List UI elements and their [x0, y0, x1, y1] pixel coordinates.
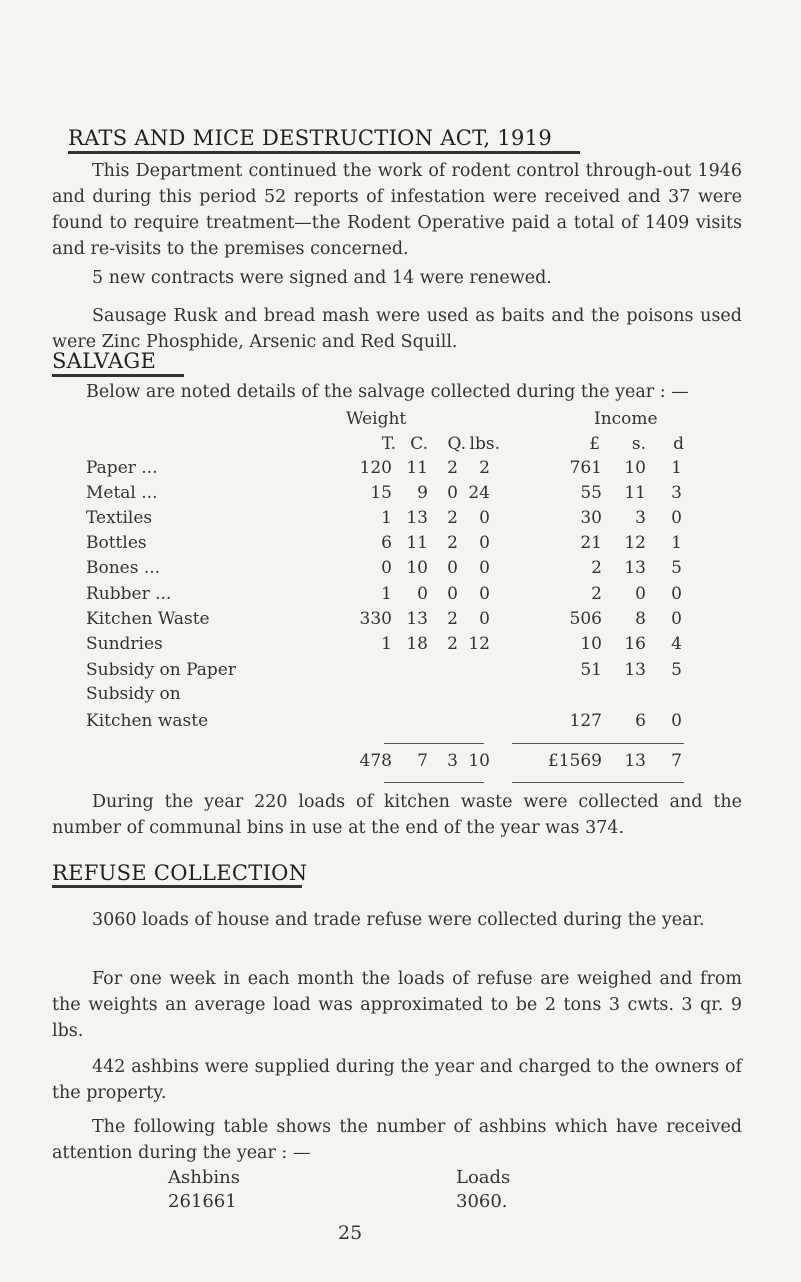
salvage-cell-s: 13	[624, 660, 646, 680]
title-underline	[68, 151, 580, 154]
loads-value: 3060.	[456, 1191, 508, 1212]
salvage-row-label: Sundries	[86, 634, 163, 654]
salvage-cell-q: 2	[447, 458, 458, 478]
salvage-cell-s: 6	[635, 711, 646, 731]
total-rule-bottom	[384, 782, 484, 783]
total-rule-top	[512, 743, 684, 744]
refuse-paragraph-3: 442 ashbins were supplied during the year and charged to the owners of the property.	[52, 1057, 742, 1103]
salvage-cell-pounds: 30	[580, 508, 602, 528]
salvage-row-label: Rubber ...	[86, 584, 172, 604]
salvage-cell-d: 1	[671, 533, 682, 553]
total-pence: 7	[671, 751, 682, 771]
salvage-row-label: Paper ...	[86, 458, 158, 478]
section-title-rats: RATS AND MICE DESTRUCTION ACT, 1919	[68, 126, 552, 150]
total-qr: 3	[447, 751, 458, 771]
salvage-cell-pounds: 10	[580, 634, 602, 654]
salvage-cell-s: 0	[635, 584, 646, 604]
salvage-cell-lbs: 0	[479, 609, 490, 629]
salvage-intro: Below are noted details of the salvage collected during the year : —	[86, 382, 689, 402]
total-shillings: 13	[624, 751, 646, 771]
loads-header: Loads	[456, 1167, 511, 1188]
salvage-cell-c: 10	[406, 558, 428, 578]
ashbins-header: Ashbins	[168, 1167, 240, 1188]
salvage-cell-d: 5	[671, 660, 682, 680]
salvage-cell-lbs: 2	[479, 458, 490, 478]
salvage-cell-s: 8	[635, 609, 646, 629]
salvage-cell-pounds: 55	[580, 483, 602, 503]
salvage-cell-pounds: 51	[580, 660, 602, 680]
salvage-cell-t: 1	[381, 508, 392, 528]
rats-paragraph-2: 5 new contracts were signed and 14 were renewed.	[92, 268, 552, 288]
total-cwt: 7	[417, 751, 428, 771]
salvage-cell-d: 0	[671, 711, 682, 731]
salvage-cell-pounds: 2	[591, 558, 602, 578]
col-header-pence: d	[673, 434, 684, 454]
salvage-cell-t: 1	[381, 634, 392, 654]
total-tons: 478	[359, 751, 392, 771]
salvage-row-label: Kitchen waste	[86, 711, 209, 731]
refuse-paragraph-1: 3060 loads of house and trade refuse were collected during the year.	[92, 910, 705, 930]
salvage-cell-t: 120	[359, 458, 392, 478]
salvage-cell-lbs: 0	[479, 558, 490, 578]
salvage-cell-t: 1	[381, 584, 392, 604]
total-lbs: 10	[468, 751, 490, 771]
salvage-cell-pounds: 127	[569, 711, 602, 731]
salvage-cell-lbs: 0	[479, 584, 490, 604]
weight-group-header: Weight	[346, 409, 407, 429]
page-number: 25	[338, 1222, 363, 1244]
salvage-cell-pounds: 506	[569, 609, 602, 629]
salvage-cell-d: 0	[671, 584, 682, 604]
total-rule-bottom	[512, 782, 684, 783]
salvage-row-label: Bottles	[86, 533, 147, 553]
ashbins-value: 261661	[168, 1191, 237, 1212]
salvage-cell-q: 2	[447, 634, 458, 654]
salvage-cell-d: 0	[671, 508, 682, 528]
salvage-cell-t: 0	[381, 558, 392, 578]
salvage-row-label: Textiles	[86, 508, 153, 528]
income-group-header: Income	[594, 409, 658, 429]
col-header-pounds: £	[589, 434, 600, 454]
salvage-after: During the year 220 loads of kitchen waste were collected and the number of communal bins in use at the end of the year was 374.	[52, 792, 742, 838]
salvage-cell-c: 13	[406, 609, 428, 629]
salvage-row-label: Kitchen Waste	[86, 609, 210, 629]
salvage-cell-q: 0	[447, 584, 458, 604]
col-header-tons: T.	[381, 434, 396, 454]
salvage-cell-c: 11	[406, 458, 428, 478]
salvage-cell-d: 0	[671, 609, 682, 629]
refuse-paragraph-2: For one week in each month the loads of refuse are weighed and from the weights an average load was approximated to be 2 tons 3 cwts. 3 qr. 9 lbs.	[52, 969, 742, 1041]
salvage-row-label: Metal ...	[86, 483, 158, 503]
salvage-cell-s: 11	[624, 483, 646, 503]
salvage-cell-t: 15	[370, 483, 392, 503]
salvage-cell-q: 0	[447, 558, 458, 578]
salvage-cell-lbs: 24	[468, 483, 490, 503]
section-title-refuse: REFUSE COLLECTION	[52, 861, 308, 885]
salvage-row-label: Subsidy on	[86, 684, 181, 704]
salvage-cell-q: 2	[447, 533, 458, 553]
total-pounds: £1569	[547, 751, 602, 771]
col-header-qr: Q.	[447, 434, 466, 454]
salvage-cell-c: 9	[417, 483, 428, 503]
col-header-cwt: C.	[410, 434, 428, 454]
salvage-cell-d: 4	[671, 634, 682, 654]
col-header-shillings: s.	[631, 434, 646, 454]
salvage-cell-s: 10	[624, 458, 646, 478]
salvage-row-label: Bones ...	[86, 558, 161, 578]
salvage-cell-c: 11	[406, 533, 428, 553]
salvage-cell-s: 13	[624, 558, 646, 578]
section-title-salvage: SALVAGE	[52, 349, 157, 373]
salvage-cell-d: 3	[671, 483, 682, 503]
salvage-cell-d: 1	[671, 458, 682, 478]
title-underline	[52, 374, 184, 377]
col-header-lbs: lbs.	[469, 434, 500, 454]
salvage-cell-d: 5	[671, 558, 682, 578]
salvage-row-label: Subsidy on Paper	[86, 660, 236, 680]
salvage-cell-q: 0	[447, 483, 458, 503]
total-rule-top	[384, 743, 484, 744]
salvage-cell-c: 18	[406, 634, 428, 654]
salvage-cell-s: 3	[635, 508, 646, 528]
rats-paragraph-3: Sausage Rusk and bread mash were used as baits and the poisons used were Zinc Phosphide, Arsenic and Red Squill.	[52, 306, 742, 352]
salvage-cell-c: 13	[406, 508, 428, 528]
salvage-cell-pounds: 761	[569, 458, 602, 478]
salvage-cell-lbs: 0	[479, 533, 490, 553]
salvage-cell-t: 330	[359, 609, 392, 629]
salvage-cell-pounds: 2	[591, 584, 602, 604]
rats-paragraph-1: This Department continued the work of rodent control through-out 1946 and during this period 52 reports of infestation were received and 37 were found to require treatment—the Rodent Operative paid a total of 1409 visits and re-visits to the premises concerned.	[52, 161, 742, 259]
salvage-cell-c: 0	[417, 584, 428, 604]
salvage-cell-pounds: 21	[580, 533, 602, 553]
refuse-paragraph-4: The following table shows the number of ashbins which have received attention during the year : —	[52, 1117, 742, 1163]
salvage-cell-s: 16	[624, 634, 646, 654]
salvage-cell-lbs: 12	[468, 634, 490, 654]
salvage-cell-q: 2	[447, 609, 458, 629]
salvage-cell-t: 6	[381, 533, 392, 553]
salvage-cell-lbs: 0	[479, 508, 490, 528]
salvage-cell-q: 2	[447, 508, 458, 528]
salvage-cell-s: 12	[624, 533, 646, 553]
title-underline	[52, 885, 302, 888]
